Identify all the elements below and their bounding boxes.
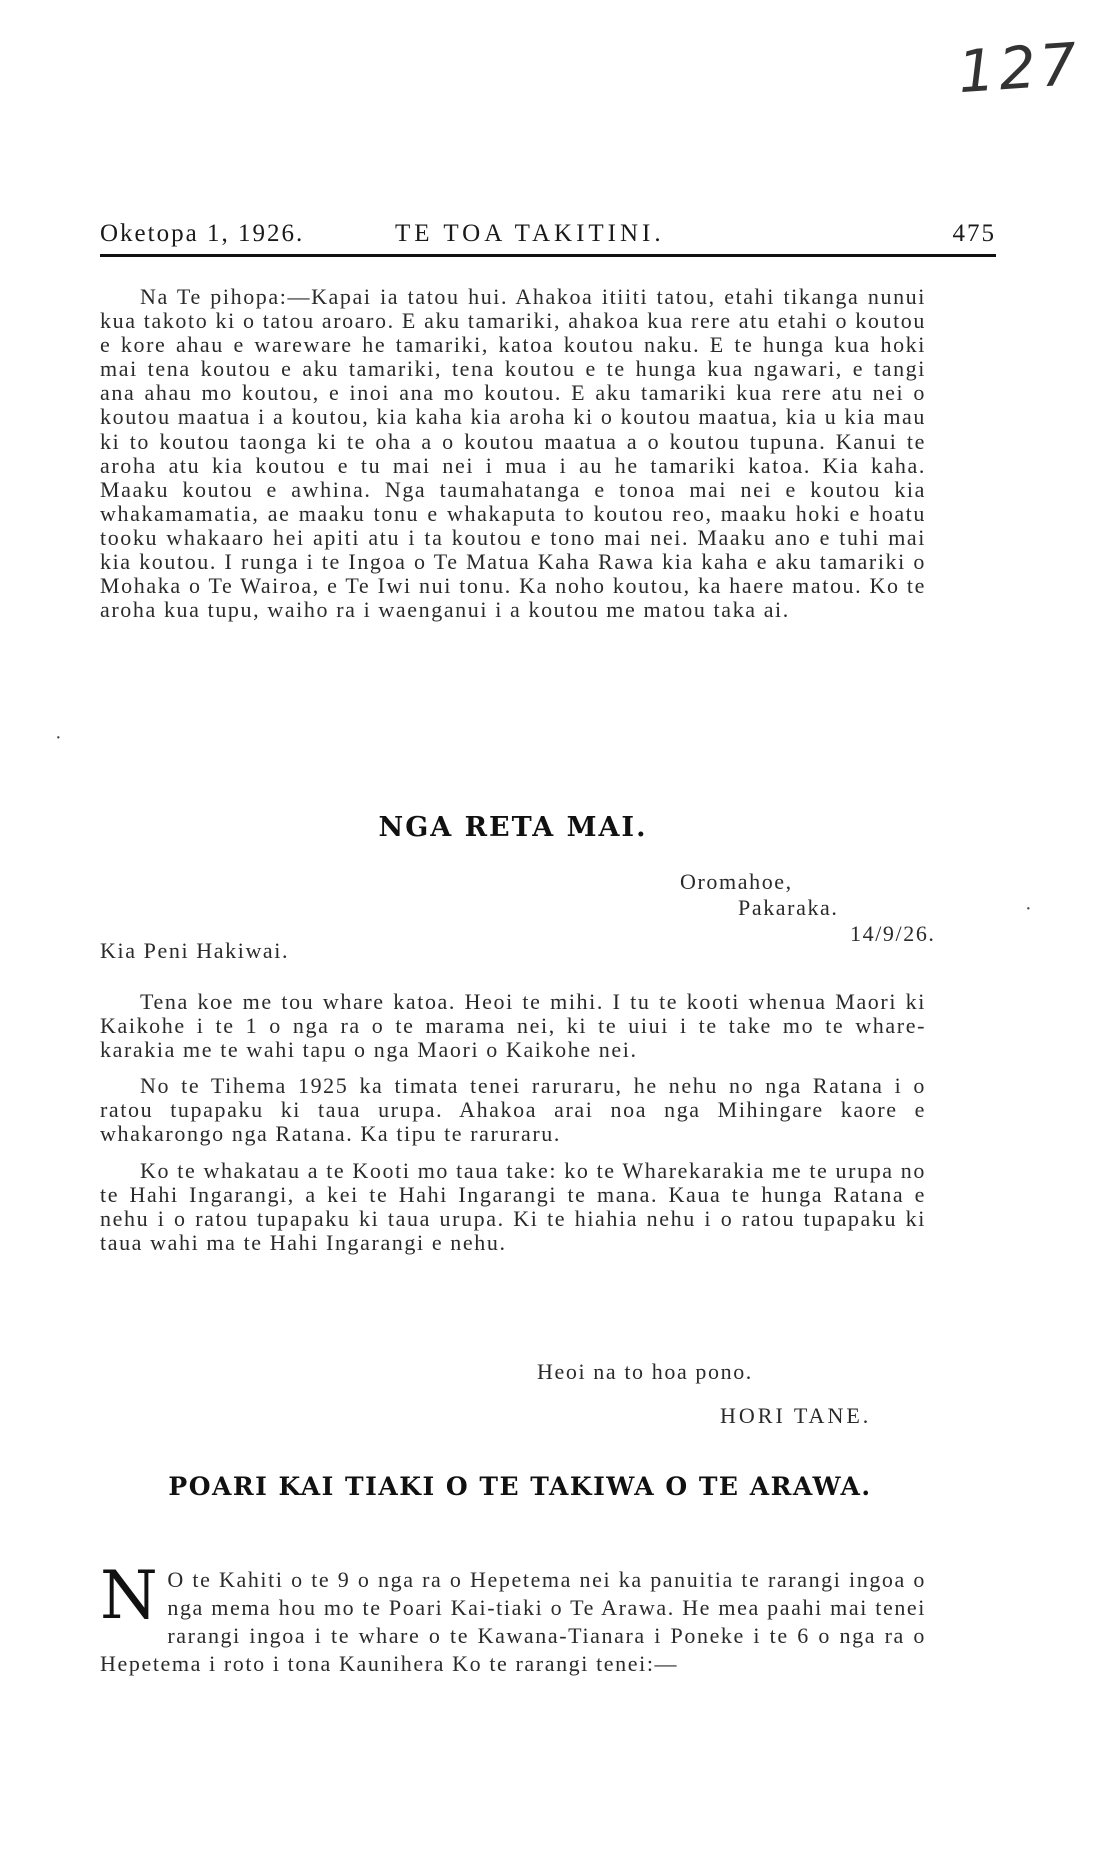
letter-paragraph: No te Tihema 1925 ka timata tenei raruraru, he nehu no nga Ratana i o ratou tupapaku ki taua urupa. Ahakoa arai noa nga Mihingare kaore e whakarongo nga Ratana. Ka tipu te raruraru.	[100, 1073, 926, 1147]
letter-paragraph: Tena koe me tou whare katoa. Heoi te mihi. I tu te kooti whenua Maori ki Kaikohe i te 1 o nga ra o te marama nei, ki te uiui i te take mo te whare-karakia me te wahi tapu o nga Maori o Kaikohe nei.	[100, 989, 926, 1063]
handwritten-page-number: 127	[955, 29, 1083, 107]
letter-body	[100, 990, 926, 1255]
letter-closing: Heoi na to hoa pono.	[537, 1359, 753, 1384]
letter-address-line2: Pakaraka.	[738, 895, 839, 920]
letter-date: 14/9/26.	[850, 921, 936, 946]
letters-heading: NGA RETA MAI.	[378, 812, 648, 843]
margin-dot: ·	[1025, 898, 1032, 920]
issue-date: Oketopa 1, 1926.	[100, 220, 305, 247]
letter-salutation: Kia Peni Hakiwai.	[100, 938, 290, 963]
board-heading: POARI KAI TIAKI O TE TAKIWA O TE ARAWA.	[168, 1472, 872, 1501]
running-head	[100, 220, 996, 254]
drop-cap: N	[100, 1557, 160, 1634]
letter-paragraph: Ko te whakatau a te Kooti mo taua take: ko te Wharekarakia me te urupa no te Hahi Ingarangi, a kei te Hahi Ingarangi te mana. Kaua te hunga Ratana e nehu i o ratou tupapaku ki taua urupa. Ki te hiahia nehu i o ratou tupapaku ki taua wahi ma te Hahi Ingarangi e nehu.	[100, 1157, 926, 1255]
letter-signature: HORI TANE.	[720, 1403, 872, 1428]
board-article	[100, 1557, 926, 1678]
speech-paragraph: Na Te pihopa:—Kapai ia tatou hui. Ahakoa itiiti tatou, etahi tikanga nunui kua takoto ki o tatou aroaro. E aku tamariki, ahakoa kua rere atu etahi o koutou e kore ahau e wareware he tamariki, katoa koutou naku. E te hunga kua hoki mai tena koutou e aku tamariki, tena koutou e te hunga kua ngawari, e tangi ana ahau mo koutou, e inoi ana mo koutou. E aku tamariki kua rere atu nei o koutou maatua i a koutou, kia kaha kia aroha ki o koutou maatua, kia u kia mau ki to koutou taonga ki te oha a o koutou maatua a o koutou tupuna. Kanui te aroha atu kia koutou e tu mai nei i mua i au he tamariki katoa. Kia kaha. Maaku koutou e awhina. Nga taumahatanga e tonoa mai nei e koutou kia whakamamatia, ae maaku tonu e whakaputa to koutou reo, maaku hoki e hoatu tooku whakaaro hei apiti atu i ta koutou e tono mai nei. Maaku ano e tuhi mai kia koutou. I runga i te Ingoa o Te Matua Kaha Rawa kia kaha e aku tamariki o Mohaka o Te Wairoa, e Te Iwi nui tonu. Ka noho koutou, ka haere matou. Ko te aroha kua tupu, waiho ra i waenganui i a koutou me matou taka ai.	[100, 284, 926, 623]
bishop-speech	[100, 285, 926, 622]
margin-dot: ·	[55, 727, 62, 749]
page-number: 475	[952, 220, 996, 247]
journal-title: TE TOA TAKITINI.	[395, 220, 665, 247]
letter-address-line1: Oromahoe,	[680, 869, 793, 894]
board-article-text: O te Kahiti o te 9 o nga ra o Hepetema nei ka panuitia te rarangi ingoa o nga mema hou mo te Poari Kai-tiaki o Te Arawa. He mea paahi mai tenei rarangi ingoa i te whare o te Kawana-Tianara i Poneke i te 6 o nga ra o Hepetema i roto i tona Kaunihera Ko te rarangi tenei:—	[100, 1567, 926, 1676]
header-rule	[100, 254, 996, 257]
